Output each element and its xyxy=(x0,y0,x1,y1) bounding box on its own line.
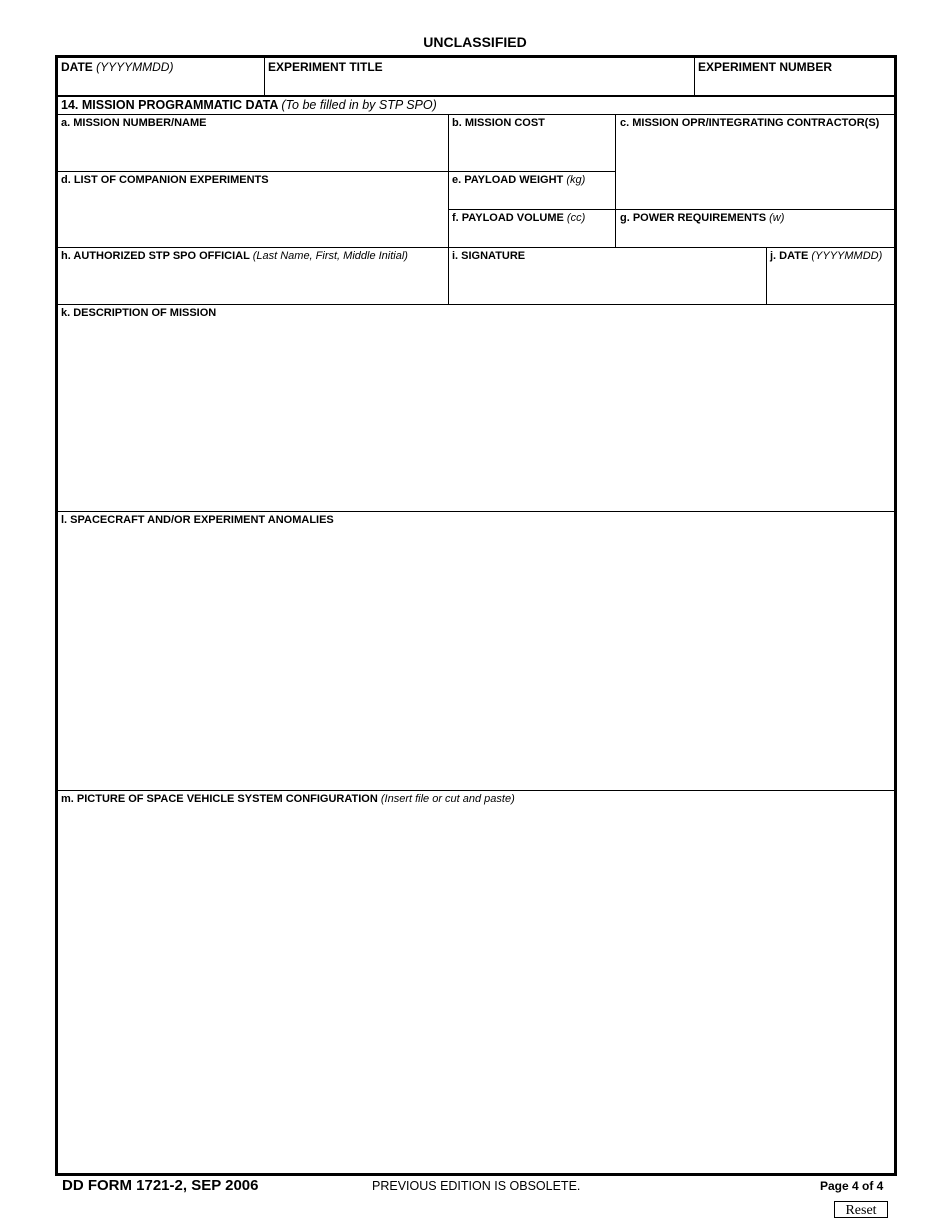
payload-weight-label: e. PAYLOAD WEIGHT (kg) xyxy=(452,174,586,186)
payload-weight-field[interactable] xyxy=(450,188,613,208)
official-date-field[interactable] xyxy=(768,264,892,303)
signature-field[interactable] xyxy=(450,264,764,303)
power-requirements-field[interactable] xyxy=(618,226,892,246)
mission-cost-field[interactable] xyxy=(450,131,613,171)
vehicle-configuration-label: m. PICTURE OF SPACE VEHICLE SYSTEM CONFIGURATION (Insert file or cut and paste) xyxy=(61,793,515,805)
mission-opr-field[interactable] xyxy=(618,131,892,208)
experiment-title-label: EXPERIMENT TITLE xyxy=(268,60,383,74)
edition-notice: PREVIOUS EDITION IS OBSOLETE. xyxy=(372,1179,581,1193)
mission-cost-label: b. MISSION COST xyxy=(452,117,545,129)
date-field[interactable] xyxy=(60,76,262,94)
payload-volume-label: f. PAYLOAD VOLUME (cc) xyxy=(452,212,586,224)
power-requirements-label: g. POWER REQUIREMENTS (w) xyxy=(620,212,785,224)
mission-number-label: a. MISSION NUMBER/NAME xyxy=(61,117,207,129)
mission-opr-label: c. MISSION OPR/INTEGRATING CONTRACTOR(S) xyxy=(620,117,880,129)
section-14-title: 14. MISSION PROGRAMMATIC DATA (To be filled in by STP SPO) xyxy=(61,98,437,112)
experiment-number-label: EXPERIMENT NUMBER xyxy=(698,60,833,74)
mission-number-field[interactable] xyxy=(60,131,446,171)
date-label: DATE (YYYYMMDD) xyxy=(61,60,174,74)
form-frame xyxy=(55,55,897,1176)
companion-experiments-label: d. LIST OF COMPANION EXPERIMENTS xyxy=(61,174,269,186)
experiment-number-field[interactable] xyxy=(697,76,891,94)
classification-banner: UNCLASSIFIED xyxy=(423,34,527,50)
page-number: Page 4 of 4 xyxy=(820,1179,884,1193)
mission-description-label: k. DESCRIPTION OF MISSION xyxy=(61,307,217,319)
signature-label: i. SIGNATURE xyxy=(452,250,526,262)
companion-experiments-field[interactable] xyxy=(60,188,446,246)
anomalies-field[interactable] xyxy=(60,528,892,789)
authorized-official-label: h. AUTHORIZED STP SPO OFFICIAL (Last Name, First, Middle Initial) xyxy=(61,250,408,262)
anomalies-label: l. SPACECRAFT AND/OR EXPERIMENT ANOMALIES xyxy=(61,514,334,526)
payload-volume-field[interactable] xyxy=(450,226,613,246)
official-date-label: j. DATE (YYYYMMDD) xyxy=(770,250,883,262)
form-identifier: DD FORM 1721-2, SEP 2006 xyxy=(62,1177,259,1194)
vehicle-configuration-image-field[interactable] xyxy=(60,808,892,1170)
authorized-official-field[interactable] xyxy=(60,264,446,303)
experiment-title-field[interactable] xyxy=(267,76,692,94)
mission-description-field[interactable] xyxy=(60,321,892,510)
reset-button[interactable]: Reset xyxy=(834,1201,888,1218)
